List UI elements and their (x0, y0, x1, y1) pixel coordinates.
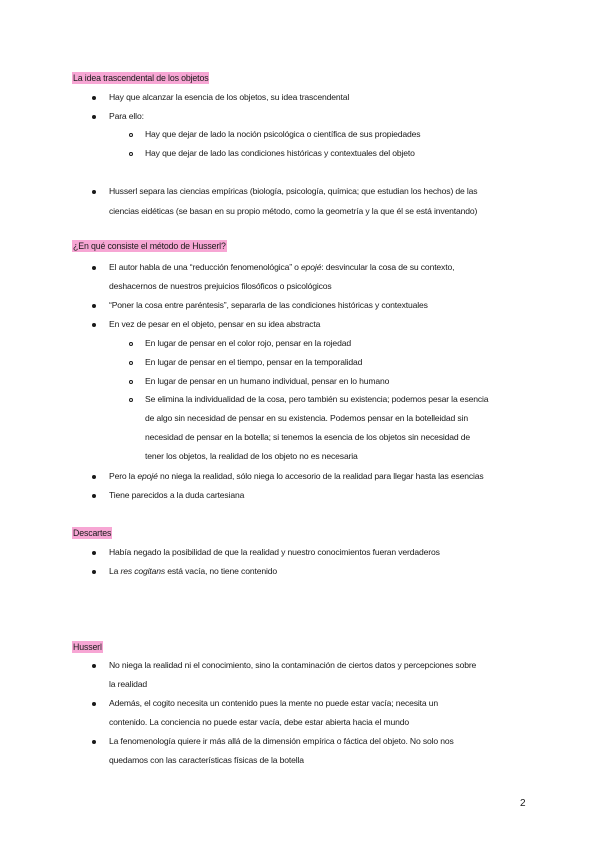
emphasis-text: epojé (301, 262, 322, 272)
sub-bullet-icon (129, 380, 133, 384)
list-item: La fenomenología quiere ir más allá de la dimensión empírica o fáctica del objeto. No solo nos (109, 736, 454, 746)
section-heading-idea-trascendental: La idea trascendental de los objetos (73, 73, 209, 83)
bullet-icon (92, 304, 96, 308)
sub-list-item: Hay que dejar de lado la noción psicológica o científica de sus propiedades (145, 129, 421, 139)
bullet-icon (92, 664, 96, 668)
list-item: Había negado la posibilidad de que la realidad y nuestro conocimientos fueran verdaderos (109, 547, 440, 557)
bullet-icon (92, 475, 96, 479)
bullet-icon (92, 96, 96, 100)
list-item: Para ello: (109, 111, 144, 121)
emphasis-text: epojé (137, 471, 158, 481)
section-heading-descartes: Descartes (73, 528, 112, 538)
bullet-icon (92, 740, 96, 744)
bullet-icon (92, 702, 96, 706)
sub-bullet-icon (129, 398, 133, 402)
sub-list-item-continuation: tener los objetos, la realidad de los objeto no es necesaria (145, 451, 358, 461)
emphasis-text: res cogitans (120, 566, 166, 576)
list-item: El autor habla de una “reducción fenomenológica” o epojé: desvincular la cosa de su contexto, (109, 262, 455, 272)
section-heading-metodo-husserl: ¿En qué consiste el método de Husserl? (73, 241, 226, 251)
list-item: “Poner la cosa entre paréntesis”, separarla de las condiciones históricas y contextuales (109, 300, 428, 310)
sub-bullet-icon (129, 342, 133, 346)
list-item: Hay que alcanzar la esencia de los objetos, su idea trascendental (109, 92, 350, 102)
list-item-continuation: deshacernos de nuestros prejuicios filosóficos o psicológicos (109, 281, 332, 291)
sub-list-item-continuation: necesidad de pensar en la botella; si tenemos la esencia de los objetos sin necesidad de (145, 432, 471, 442)
bullet-icon (92, 190, 96, 194)
sub-bullet-icon (129, 152, 133, 156)
list-item: Pero la epojé no niega la realidad, sólo niega lo accesorio de la realidad para llegar hasta las esencias (109, 471, 484, 481)
list-item-continuation: quedamos con las características físicas de la botella (109, 755, 304, 765)
bullet-icon (92, 551, 96, 555)
section-heading-husserl: Husserl (73, 642, 102, 652)
sub-bullet-icon (129, 361, 133, 365)
bullet-icon (92, 266, 96, 270)
list-item: Husserl separa las ciencias empíricas (biología, psicología, química; que estudian los hechos) de las (109, 186, 478, 196)
bullet-icon (92, 570, 96, 574)
list-item-continuation: la realidad (109, 679, 148, 689)
list-item: Además, el cogito necesita un contenido pues la mente no puede estar vacía; necesita un (109, 698, 439, 708)
list-item-continuation: contenido. La conciencia no puede estar vacía, debe estar abierta hacia el mundo (109, 717, 409, 727)
sub-bullet-icon (129, 133, 133, 137)
list-item: La res cogitans está vacía, no tiene contenido (109, 566, 277, 576)
sub-list-item-continuation: de algo sin necesidad de pensar en su existencia. Podemos pensar en la botelleidad sin (145, 413, 468, 423)
list-item: No niega la realidad ni el conocimiento, sino la contaminación de ciertos datos y percepciones sobre (109, 660, 477, 670)
page-number: 2 (520, 798, 526, 809)
sub-list-item: En lugar de pensar en el tiempo, pensar en la temporalidad (145, 357, 363, 367)
bullet-icon (92, 323, 96, 327)
sub-list-item: En lugar de pensar en un humano individual, pensar en lo humano (145, 376, 390, 386)
bullet-icon (92, 115, 96, 119)
list-item: En vez de pesar en el objeto, pensar en su idea abstracta (109, 319, 321, 329)
sub-list-item: Hay que dejar de lado las condiciones históricas y contextuales del objeto (145, 148, 415, 158)
sub-list-item: Se elimina la individualidad de la cosa, pero también su existencia; podemos pesar la esencia (145, 394, 489, 404)
bullet-icon (92, 494, 96, 498)
list-item-continuation: ciencias eidéticas (se basan en su propio método, como la geometría y la que él se está inventando) (109, 206, 478, 216)
sub-list-item: En lugar de pensar en el color rojo, pensar en la rojedad (145, 338, 351, 348)
list-item: Tiene parecidos a la duda cartesiana (109, 490, 245, 500)
